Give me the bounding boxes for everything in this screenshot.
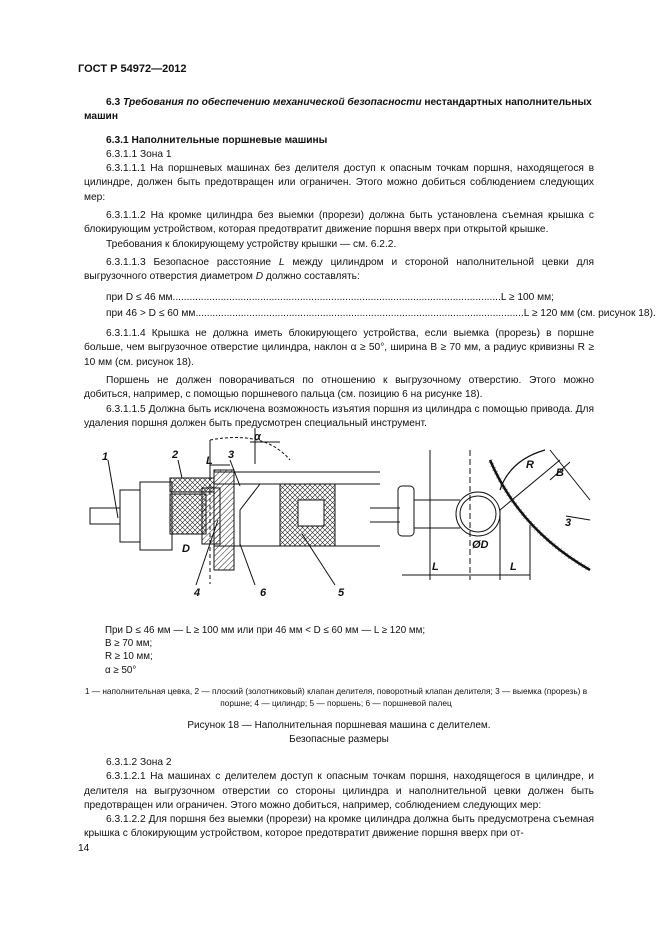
label-6: 6 <box>260 587 267 599</box>
paragraph-6-3-1-2-2: 6.3.1.2.2 Для поршня без выемки (прорези) на кромке цилиндра должна быть предусмотрена съемная крышка с блокирующим устройством, которое предотвратит движение поршня вверх при от- <box>84 814 594 840</box>
label-alpha: α <box>254 431 261 443</box>
condition-line: α ≥ 50° <box>105 664 137 676</box>
figure-caption: Рисунок 18 — Наполнительная поршневая машина с делителем. Безопасные размеры <box>187 720 491 745</box>
label-5: 5 <box>338 587 345 599</box>
paragraph-6-3-1-1-4: 6.3.1.1.4 Крышка не должна иметь блокирующего устройства, если выемка (прорезь) в поршне больше, чем выгрузочное отверстие цилиндра, наклон α ≥ 50°, ширина B ≥ 70 мм, а радиус кривизны R ≥ 10 мм (см. рисунок 18). <box>84 328 594 368</box>
label-diameter-D: ØD <box>472 539 489 551</box>
label-L-right-1: L <box>432 561 439 573</box>
upper-text-block <box>84 96 656 431</box>
label-L-left: L <box>206 455 213 467</box>
paragraph-6-3-1-1-1: 6.3.1.1.1 На поршневых машинах без делителя доступ к опасным точкам поршня, находящегося в цилиндре, должен быть предотвращен или ограничен. Этого можно добиться соблюдением следующих мер: <box>84 163 594 203</box>
lower-text-block <box>84 756 594 842</box>
divider-valve-body <box>140 482 172 550</box>
label-2: 2 <box>172 449 179 461</box>
cylinder-wall <box>214 470 234 570</box>
right-figure-labels <box>432 459 571 573</box>
label-L-right-2: L <box>510 561 517 573</box>
condition-line: R ≥ 10 мм; <box>105 651 153 663</box>
paragraph-6-3-1-1-3: 6.3.1.1.3 Безопасное расстояние L между цилиндром и стороной наполнительной цевки для выгрузочного отверстия диаметром D должно составлять: <box>84 256 594 283</box>
document-header: ГОСТ Р 54972—2012 <box>78 63 187 75</box>
paragraph-block-requirements: Требования к блокирующему устройству крышки — см. 6.2.2. <box>106 238 397 250</box>
nozzle-flange <box>398 486 414 536</box>
paragraph-6-3-1-1-5: 6.3.1.1.5 Должна быть исключена возможность изъятия поршня из цилиндра с помощью привода. Для удаления поршня должен быть предусмотрен специальный инструмент. <box>84 403 594 429</box>
discharge-opening-circle <box>456 492 500 536</box>
paragraph-6-3-1-1-2: 6.3.1.1.2 На кромке цилиндра без выемки (прорези) должна быть установлена съемная крышка с блокирующим устройством, которая предотвратит движение поршня вверх при открытой крышке. <box>84 210 594 236</box>
label-1: 1 <box>102 451 109 463</box>
paragraph-6-3-1-2-1: 6.3.1.2.1 На машинах с делителем доступ к опасным точкам поршня, находящегося в цилиндре, и делителя на выгрузочном отверстии со стороны цилиндра и наполнительной цевки должен быть предотвращен или ограничен. Этого можно добиться, например, соблюдением следующих мер: <box>84 771 594 811</box>
label-B: B <box>556 467 564 479</box>
condition-line: При D ≤ 46 мм — L ≥ 100 мм или при 46 мм < D ≤ 60 мм — L ≥ 120 мм; <box>105 625 426 636</box>
subsection-title-6-3-1: 6.3.1 Наполнительные поршневые машины <box>106 134 328 146</box>
left-section-view <box>90 428 380 585</box>
zone-1-heading: 6.3.1.1 Зона 1 <box>106 148 172 160</box>
figure-18-drawing <box>90 420 590 615</box>
label-4: 4 <box>194 587 201 599</box>
figure-legend: 1 — наполнительная цевка, 2 — плоский (золотниковый) клапан делителя, поворотный клапан делителя; 3 — выемка (прорезь) в поршне; 4 — цилиндр; 5 — поршень; 6 — поршневой палец <box>84 686 588 708</box>
figure-conditions <box>105 624 505 677</box>
paragraph-piston-rotation: Поршень не должен поворачиваться по отношению к выгрузочному отверстию. Этого можно добиться, например, с помощью поршневого пальца (см. позицию 6 на рисунке 18). <box>84 375 594 401</box>
zone-2-heading: 6.3.1.2 Зона 2 <box>106 757 172 768</box>
distance-condition-1: при D ≤ 46 мм .................................................................................................................... L ≥ 100 мм; <box>106 291 555 303</box>
condition-line: B ≥ 70 мм; <box>105 638 153 650</box>
section-title-6-3: 6.3 Требования по обеспечению механической безопасности нестандартных наполнительных машин <box>84 97 592 123</box>
label-3-left: 3 <box>228 449 235 461</box>
page-number: 14 <box>78 843 90 854</box>
label-D: D <box>182 543 190 555</box>
label-R: R <box>526 459 534 471</box>
distance-condition-2: при 46 > D ≤ 60 мм .................................................................................................................... L ≥ 120 мм (см. рисунок 18). <box>106 307 656 319</box>
label-3-right: 3 <box>565 517 572 529</box>
